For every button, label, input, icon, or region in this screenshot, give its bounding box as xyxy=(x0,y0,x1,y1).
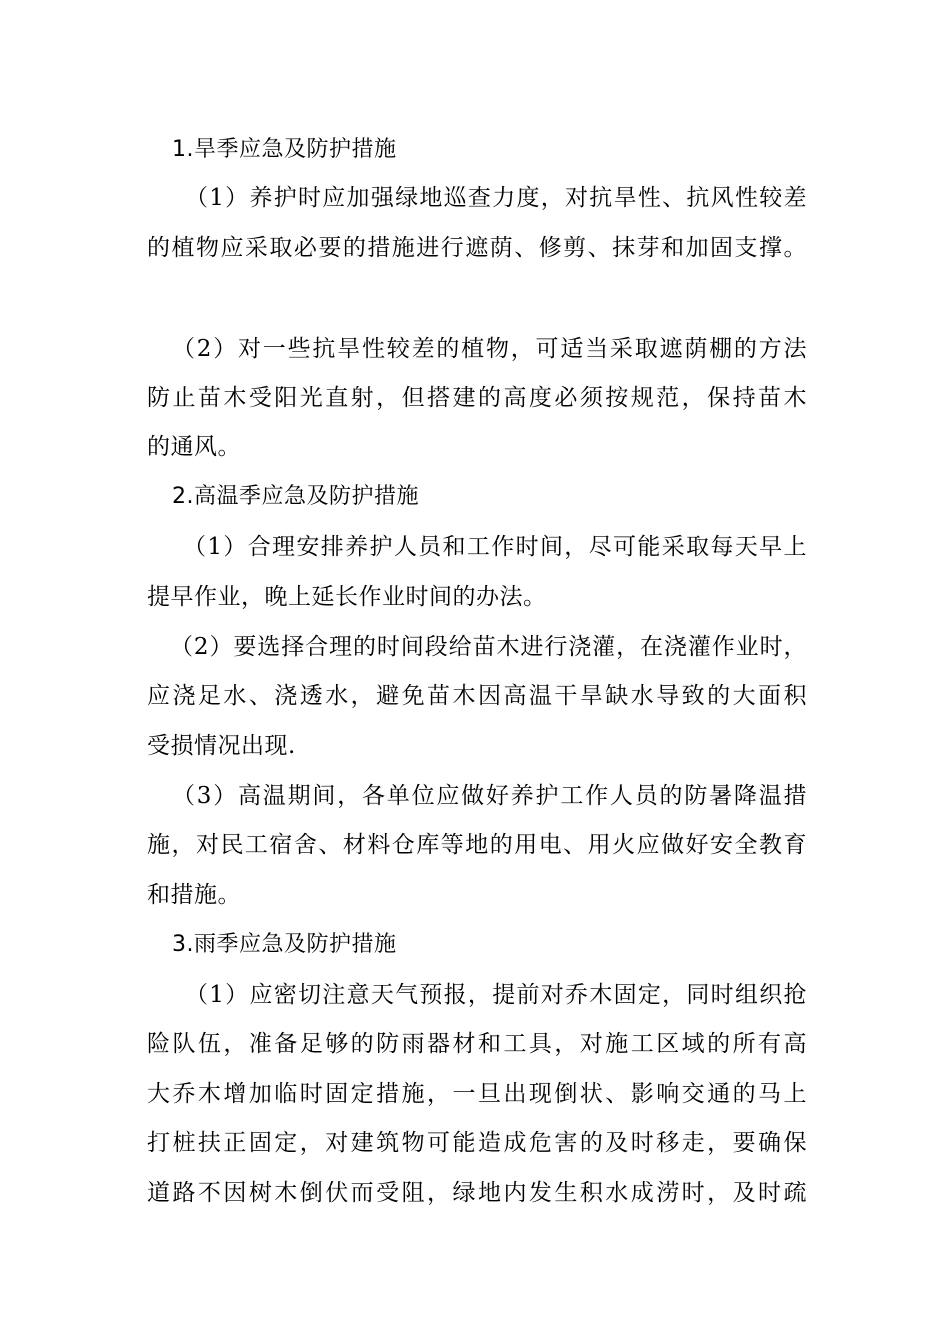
s3-p1-line-3: 大乔木增加临时固定措施，一旦出现倒状、影响交通的马上 xyxy=(147,1081,807,1107)
s2-p3-line-1: （3）高温期间，各单位应做好养护工作人员的防暑降温措 xyxy=(172,783,807,809)
s2-p1-line-1: （1）合理安排养护人员和工作时间，尽可能采取每天早上 xyxy=(183,534,807,560)
s1-p2-line-3: 的通风。 xyxy=(147,434,241,460)
s3-p1-line-5: 道路不因树木倒伏而受阻，绿地内发生积水成涝时，及时疏 xyxy=(147,1180,807,1206)
s3-p1-line-1: （1）应密切注意天气预报，提前对乔木固定，同时组织抢 xyxy=(185,982,807,1008)
s2-p3-line-2: 施，对民工宿舍、材料仓库等地的用电、用火应做好安全教育 xyxy=(147,832,807,858)
s3-p1-line-4: 打桩扶正固定，对建筑物可能造成危害的及时移走，要确保 xyxy=(147,1130,807,1156)
s2-p1-line-2: 提早作业，晚上延长作业时间的办法。 xyxy=(147,584,547,610)
s2-p3-line-3: 和措施。 xyxy=(147,882,241,908)
s1-p2-line-2: 防止苗木受阳光直射，但搭建的高度必须按规范，保持苗木 xyxy=(147,385,807,411)
section-2-heading: 2.高温季应急及防护措施 xyxy=(172,484,419,509)
s2-p2-line-1: （2）要选择合理的时间段给苗木进行浇灌，在浇灌作业时， xyxy=(170,634,807,660)
s2-p2-line-3: 受损情况出现. xyxy=(147,733,296,759)
s1-p1-line-2: 的植物应采取必要的措施进行遮荫、修剪、抹芽和加固支撑。 xyxy=(147,235,807,261)
s3-p1-line-2: 险队伍，准备足够的防雨器材和工具，对施工区域的所有高 xyxy=(147,1031,807,1057)
section-3-heading: 3.雨季应急及防护措施 xyxy=(172,932,397,957)
s2-p2-line-2: 应浇足水、浇透水，避免苗木因高温干旱缺水导致的大面积 xyxy=(147,683,807,709)
s1-p1-line-1: （1）养护时应加强绿地巡查力度，对抗旱性、抗风性较差 xyxy=(185,185,807,211)
s1-p2-line-1: （2）对一些抗旱性较差的植物，可适当采取遮荫棚的方法 xyxy=(172,336,807,362)
section-1-heading: 1.旱季应急及防护措施 xyxy=(172,137,397,162)
